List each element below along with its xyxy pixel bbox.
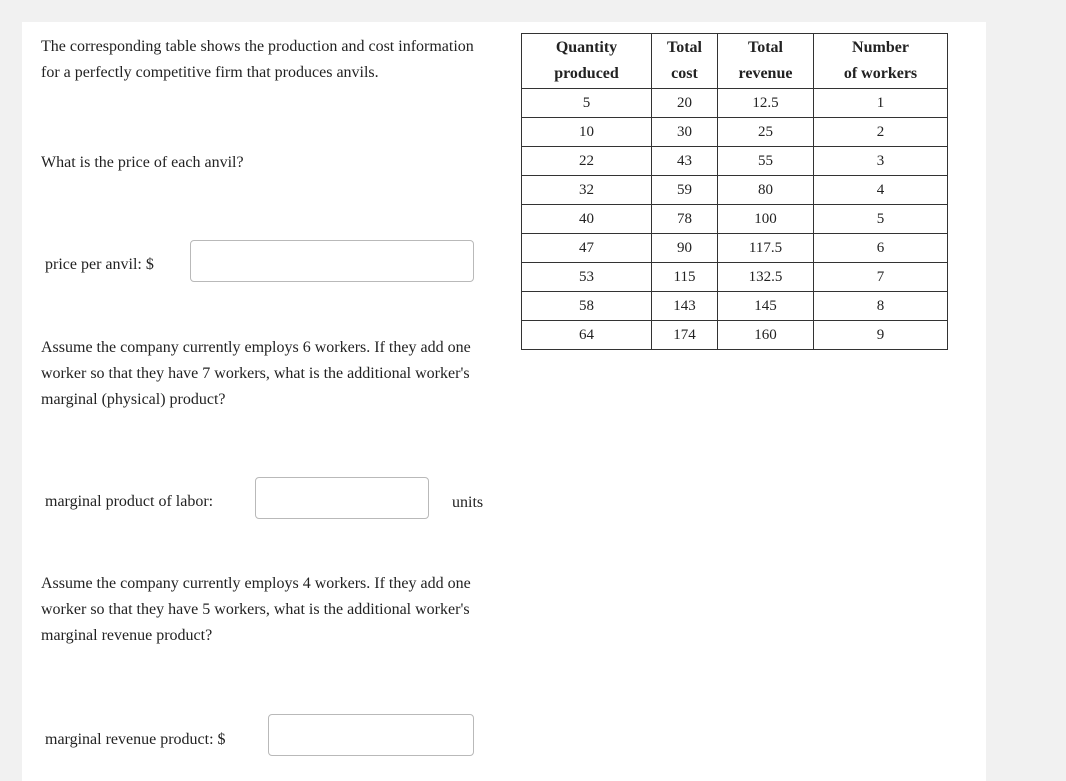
cell-workers: 8 — [814, 292, 948, 321]
cell-total-cost: 30 — [652, 118, 718, 147]
cell-total-revenue: 80 — [718, 176, 814, 205]
cell-total-cost: 115 — [652, 263, 718, 292]
cell-quantity: 22 — [522, 147, 652, 176]
table-row — [522, 89, 948, 118]
cell-workers: 9 — [814, 321, 948, 350]
cell-workers: 3 — [814, 147, 948, 176]
cell-total-revenue: 117.5 — [718, 234, 814, 263]
cell-workers: 6 — [814, 234, 948, 263]
cell-total-cost: 59 — [652, 176, 718, 205]
marginal-revenue-product-input[interactable] — [268, 714, 474, 756]
cell-workers: 1 — [814, 89, 948, 118]
cell-total-cost: 143 — [652, 292, 718, 321]
table-row — [522, 205, 948, 234]
cell-workers: 2 — [814, 118, 948, 147]
cell-total-cost: 20 — [652, 89, 718, 118]
table-row — [522, 263, 948, 292]
cell-workers: 7 — [814, 263, 948, 292]
cell-workers: 5 — [814, 205, 948, 234]
cell-total-cost: 43 — [652, 147, 718, 176]
table-row — [522, 176, 948, 205]
table-row — [522, 321, 948, 350]
marginal-revenue-product-label: marginal revenue product: $ — [45, 731, 226, 748]
cell-quantity: 58 — [522, 292, 652, 321]
cell-total-revenue: 132.5 — [718, 263, 814, 292]
marginal-product-label: marginal product of labor: — [45, 493, 214, 510]
header-quantity-produced: Quantity produced — [522, 34, 652, 89]
intro-text: The corresponding table shows the production and cost information for a perfectly competitive firm that produces anvils. — [41, 38, 474, 81]
cell-total-revenue: 55 — [718, 147, 814, 176]
cell-quantity: 53 — [522, 263, 652, 292]
table-row — [522, 234, 948, 263]
header-number-of-workers: Number of workers — [814, 34, 948, 89]
question-1-prompt: What is the price of each anvil? — [41, 154, 244, 171]
cell-workers: 4 — [814, 176, 948, 205]
question-2-prompt: Assume the company currently employs 6 workers. If they add one worker so that they have 7 workers, what is the additional worker's marginal (physical) product? — [41, 339, 471, 408]
cell-total-cost: 174 — [652, 321, 718, 350]
cell-total-cost: 90 — [652, 234, 718, 263]
cell-quantity: 47 — [522, 234, 652, 263]
production-cost-table — [521, 33, 948, 350]
cell-quantity: 32 — [522, 176, 652, 205]
header-total-revenue: Total revenue — [718, 34, 814, 89]
cell-quantity: 64 — [522, 321, 652, 350]
cell-total-revenue: 25 — [718, 118, 814, 147]
table-row — [522, 292, 948, 321]
cell-quantity: 5 — [522, 89, 652, 118]
table-row — [522, 147, 948, 176]
question-3-prompt: Assume the company currently employs 4 workers. If they add one worker so that they have 5 workers, what is the additional worker's marginal revenue product? — [41, 575, 471, 644]
cell-quantity: 40 — [522, 205, 652, 234]
cell-total-revenue: 145 — [718, 292, 814, 321]
header-total-cost: Total cost — [652, 34, 718, 89]
table-header-row — [522, 34, 948, 89]
table-row — [522, 118, 948, 147]
cell-total-revenue: 160 — [718, 321, 814, 350]
marginal-product-input[interactable] — [255, 477, 429, 519]
price-per-anvil-input[interactable] — [190, 240, 474, 282]
price-per-anvil-label: price per anvil: $ — [45, 256, 154, 273]
cell-quantity: 10 — [522, 118, 652, 147]
cell-total-revenue: 12.5 — [718, 89, 814, 118]
units-label: units — [452, 494, 484, 511]
cell-total-revenue: 100 — [718, 205, 814, 234]
cell-total-cost: 78 — [652, 205, 718, 234]
